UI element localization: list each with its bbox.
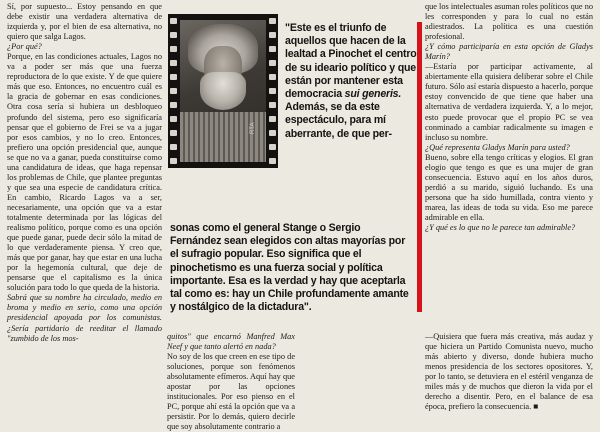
film-perforations — [269, 18, 276, 164]
interview-question: ¿Qué representa Gladys Marín para usted? — [425, 142, 570, 152]
red-accent-bar — [417, 22, 422, 312]
film-edge-label: RTA — [250, 122, 256, 134]
paragraph: que los intelectuales asuman roles políticos que no les corresponden y para lo cual no están adiestrados. La política es una cuestión profesional. — [425, 2, 593, 42]
paragraph: No soy de los que creen en ese tipo de soluciones, porque son fenómenos absolutamente efímeros. Aquí hay que apostar por las opciones institucionales. Por eso pienso en el PC, porque ahí está la opción que va a persistir. Por lo demás, quiero decirle que soy absolutamente contrario a — [167, 352, 295, 432]
pull-quote-emphasis: sui generis. — [344, 88, 402, 101]
paragraph: —Estaría por participar activamente, al abiertamente ella quisiera deliberar sobre el Chile futuro. Sólo así estaría dispuesto a hacerlo, porque estoy convencido de que tiene que haber una alternativa de verdadera izquierda. Y, a lo mejor, esto puede provocar que el propio PC se vea conminado a cambiar radicalmente su imagen e incluso su nombre. — [425, 62, 593, 142]
portrait-photo — [180, 20, 266, 162]
pull-quote-top — [285, 22, 425, 141]
film-perforations — [170, 18, 177, 164]
bottom-right-column — [425, 332, 593, 412]
pull-quote-wide: sonas como el general Stange o Sergio Fernández sean elegidos con altas mayorías por el sufragio popular. Eso significa que el pinochetismo es una fuerza social y política importante. Esa es la verdad y hay que aceptarla tal como es: hay un Chile profundamente amante y nostálgico de la dictadura". — [170, 222, 409, 314]
paragraph: Bueno, sobre ella tengo críticas y elogios. El gran elogio que tengo es que es una mujer de gran consecuencia. Estuvo aquí en los años duros, perdió a su marido, siguió luchando. Es una persona que ha sido humillada, contra viento y marea, las ideas de toda su vida. Eso me parece admirable en ella. — [425, 152, 593, 222]
pull-quote-text: Además, se da este espectáculo, para mí aberrante, de que per- — [285, 101, 392, 140]
paragraph: Sí, por supuesto... Estoy pensando en que debe existir una verdadera alternativa de izquierda y, por el bien de esa alternativa, no quiero que salga Lagos. — [7, 2, 162, 42]
portrait-film-strip — [168, 14, 278, 168]
interview-question: ¿Y qué es lo que no le parece tan admirable? — [425, 223, 576, 233]
interview-question: ¿Por qué? — [7, 42, 42, 52]
interview-question: Sabrá que su nombre ha circulado, medio en broma y medio en serio, como una opción presidencial apoyada por los comunistas. ¿Sería partidario de reeditar el llamado "zumbido de los mos- — [7, 293, 162, 343]
paragraph: Porque, en las condiciones actuales, Lagos no va a poder ser más que una fuerza reproductora de lo que existe. Y de que quiere más que eso. Entonces, no encuentro cuál es la gracia de gobernar en esas condiciones. Otra cosa sería si hubiera un desbloqueo profundo del sistema, pero eso significaría pensar que el gobierno de Frei se va a jugar por esos cambios, y no lo creo. Entonces, prefiero una opción presidencial que, aunque se que no va a ganar, pueda constituirse como una candidatura de ideas, que haga repensar los problemas de Chile, que plantee preguntas y que sea una especie de candidatura crítica. En cambio, Ricardo Lagos va a ser, necesariamente, una opción que va a estar totalmente determinada por las lógicas del realismo político, porque como es una opción que puede ganar, puede decir sólo la mitad de lo que verdaderamente piensa. Y creo que, más que por ganar, hay que estar en una lucha por la hegemonía cultural, que deje de pensarse que el capitalismo es la única solución para todo lo que queda de la historia. — [7, 52, 162, 293]
left-column — [7, 2, 162, 344]
paragraph: —Quisiera que fuera más creativa, más audaz y que hiciera un Partido Comunista nuevo, mucho más abierto y diverso, donde hubiera mucho menos presidencia de los sectores opositores. Y, por lo tanto, se detuviera en el estéril venganza de miles más y de muchos que dieron la vida por el derecho a disentir. Pero, en el balance de esa época, prefiero la consecuencia. ■ — [425, 332, 593, 412]
pull-quote-text: "Este es el triunfo de aquellos que hacen de la lealtad a Pinochet el centro de su ideario político y que están por mantener esta democracia — [285, 22, 417, 101]
bottom-middle-column — [167, 332, 295, 432]
interview-question: quitos" que encarnó Manfred Max Neef y que tanto alertó en nada? — [167, 332, 295, 352]
right-column — [425, 2, 593, 233]
interview-question: ¿Y cómo participaría en esta opción de Gladys Marín? — [425, 42, 593, 62]
